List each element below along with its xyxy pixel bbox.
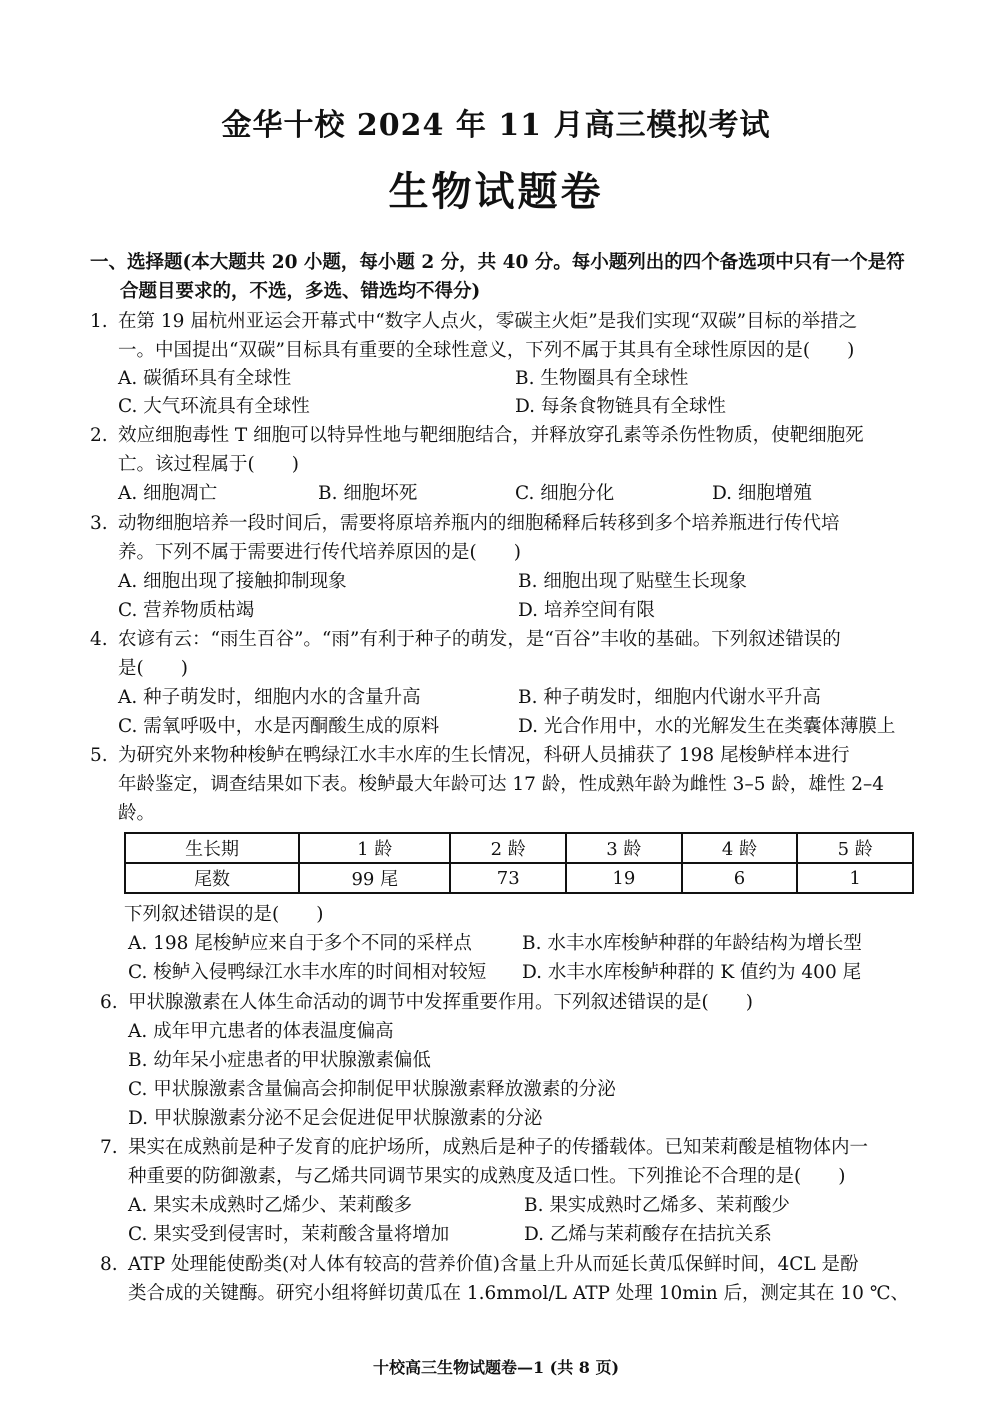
question-5-option-d: D. 水丰水库梭鲈种群的 K 值约为 400 尾 xyxy=(522,962,862,983)
question-2-option-a: A. 细胞凋亡 xyxy=(118,483,218,504)
question-7-option-d: D. 乙烯与茉莉酸存在拮抗关系 xyxy=(524,1224,772,1245)
question-7-stem-line1: 果实在成熟前是种子发育的庇护场所，成熟后是种子的传播载体。已知茉莉酸是植物体内一 xyxy=(128,1137,869,1158)
question-3-option-b: B. 细胞出现了贴壁生长现象 xyxy=(518,571,747,592)
question-1-stem-line2: 一。中国提出“双碳”目标具有重要的全球性意义，下列不属于其具有全球性原因的是( ) xyxy=(118,340,855,361)
question-1-stem-line1: 在第 19 届杭州亚运会开幕式中“数字人点火，零碳主火炬”是我们实现“双碳”目标的举措之 xyxy=(118,311,858,332)
question-2-option-c: C. 细胞分化 xyxy=(515,483,615,504)
question-2-number: 2. xyxy=(90,425,108,446)
question-7-option-c: C. 果实受到侵害时，茉莉酸含量将增加 xyxy=(128,1224,450,1245)
section-heading-line1: 一、选择题(本大题共 20 小题，每小题 2 分，共 40 分。每小题列出的四个备选项中只有一个是符 xyxy=(90,252,905,273)
question-3-stem-line2: 养。下列不属于需要进行传代培养原因的是( ) xyxy=(118,542,521,563)
table-cell: 6 xyxy=(682,863,798,893)
question-1-number: 1. xyxy=(90,311,108,332)
section-heading-line2: 合题目要求的，不选，多选、错选均不得分) xyxy=(120,281,481,302)
question-5-sub-stem: 下列叙述错误的是( ) xyxy=(124,904,324,925)
question-8-number: 8. xyxy=(100,1254,118,1275)
page-footer: 十校高三生物试题卷—1 (共 8 页) xyxy=(372,1358,620,1377)
question-7-stem-line2: 种重要的防御激素，与乙烯共同调节果实的成熟度及适口性。下列推论不合理的是( ) xyxy=(128,1166,846,1187)
question-5-option-a: A. 198 尾梭鲈应来自于多个不同的采样点 xyxy=(128,933,472,954)
table-cell: 生长期 xyxy=(125,833,299,863)
question-2-stem-line2: 亡。该过程属于( ) xyxy=(118,454,299,475)
question-1-option-b: B. 生物圈具有全球性 xyxy=(515,368,689,389)
question-4-option-b: B. 种子萌发时，细胞内代谢水平升高 xyxy=(518,687,821,708)
question-5-number: 5. xyxy=(90,745,108,766)
question-1-option-a: A. 碳循环具有全球性 xyxy=(118,368,292,389)
question-2-option-b: B. 细胞坏死 xyxy=(318,483,418,504)
question-5-stem-line3: 龄。 xyxy=(118,803,156,824)
question-4-stem-line2: 是( ) xyxy=(118,658,188,679)
table-cell: 1 龄 xyxy=(299,833,450,863)
question-3-option-d: D. 培养空间有限 xyxy=(518,600,655,621)
question-1-option-d: D. 每条食物链具有全球性 xyxy=(515,396,726,417)
question-4-option-a: A. 种子萌发时，细胞内水的含量升高 xyxy=(118,687,421,708)
question-7-option-b: B. 果实成熟时乙烯多、茉莉酸少 xyxy=(524,1195,790,1216)
question-4-option-c: C. 需氧呼吸中，水是丙酮酸生成的原料 xyxy=(118,716,440,737)
table-cell: 73 xyxy=(450,863,566,893)
exam-title: 金华十校 2024 年 11 月高三模拟考试 xyxy=(221,108,771,143)
question-2-stem-line1: 效应细胞毒性 T 细胞可以特异性地与靶细胞结合，并释放穿孔素等杀伤性物质，使靶细胞死 xyxy=(118,425,864,446)
question-4-stem-line1: 农谚有云：“雨生百谷”。“雨”有利于种子的萌发，是“百谷”丰收的基础。下列叙述错误的 xyxy=(118,629,841,650)
question-4-number: 4. xyxy=(90,629,108,650)
question-8-stem-line1: ATP 处理能使酚类(对人体有较高的营养价值)含量上升从而延长黄瓜保鲜时间，4CL 是酚 xyxy=(128,1254,859,1275)
question-6-option-b: B. 幼年呆小症患者的甲状腺激素偏低 xyxy=(128,1050,431,1071)
question-6-option-c: C. 甲状腺激素含量偏高会抑制促甲状腺激素释放激素的分泌 xyxy=(128,1079,616,1100)
table-cell: 19 xyxy=(566,863,682,893)
question-3-number: 3. xyxy=(90,513,108,534)
table-cell: 1 xyxy=(797,863,913,893)
table-row xyxy=(125,863,913,893)
question-6-option-d: D. 甲状腺激素分泌不足会促进促甲状腺激素的分泌 xyxy=(128,1108,543,1129)
table-row xyxy=(125,833,913,863)
age-distribution-table xyxy=(124,832,914,894)
table-cell: 4 龄 xyxy=(682,833,798,863)
question-7-number: 7. xyxy=(100,1137,118,1158)
question-5-stem-line2: 年龄鉴定，调查结果如下表。梭鲈最大年龄可达 17 龄，性成熟年龄为雌性 3–5 龄，雄性 2–4 xyxy=(118,774,885,795)
question-6-number: 6. xyxy=(100,992,118,1013)
question-5-option-c: C. 梭鲈入侵鸭绿江水丰水库的时间相对较短 xyxy=(128,962,487,983)
table-cell: 2 龄 xyxy=(450,833,566,863)
question-3-option-c: C. 营养物质枯竭 xyxy=(118,600,255,621)
question-6-option-a: A. 成年甲亢患者的体表温度偏高 xyxy=(128,1021,394,1042)
question-4-option-d: D. 光合作用中，水的光解发生在类囊体薄膜上 xyxy=(518,716,896,737)
question-2-option-d: D. 细胞增殖 xyxy=(712,483,812,504)
exam-subtitle: 生物试题卷 xyxy=(388,168,604,215)
table-cell: 3 龄 xyxy=(566,833,682,863)
table-cell: 99 尾 xyxy=(299,863,450,893)
question-6-stem-line1: 甲状腺激素在人体生命活动的调节中发挥重要作用。下列叙述错误的是( ) xyxy=(128,992,753,1013)
table-cell: 尾数 xyxy=(125,863,299,893)
question-3-option-a: A. 细胞出现了接触抑制现象 xyxy=(118,571,347,592)
table-cell: 5 龄 xyxy=(797,833,913,863)
question-8-stem-line2: 类合成的关键酶。研究小组将鲜切黄瓜在 1.6mmol/L ATP 处理 10min 后，测定其在 10 ℃、 xyxy=(128,1283,910,1304)
question-1-option-c: C. 大气环流具有全球性 xyxy=(118,396,310,417)
question-5-option-b: B. 水丰水库梭鲈种群的年龄结构为增长型 xyxy=(522,933,862,954)
question-3-stem-line1: 动物细胞培养一段时间后，需要将原培养瓶内的细胞稀释后转移到多个培养瓶进行传代培 xyxy=(118,513,840,534)
question-5-stem-line1: 为研究外来物种梭鲈在鸭绿江水丰水库的生长情况，科研人员捕获了 198 尾梭鲈样本进行 xyxy=(118,745,850,766)
question-7-option-a: A. 果实未成熟时乙烯少、茉莉酸多 xyxy=(128,1195,413,1216)
